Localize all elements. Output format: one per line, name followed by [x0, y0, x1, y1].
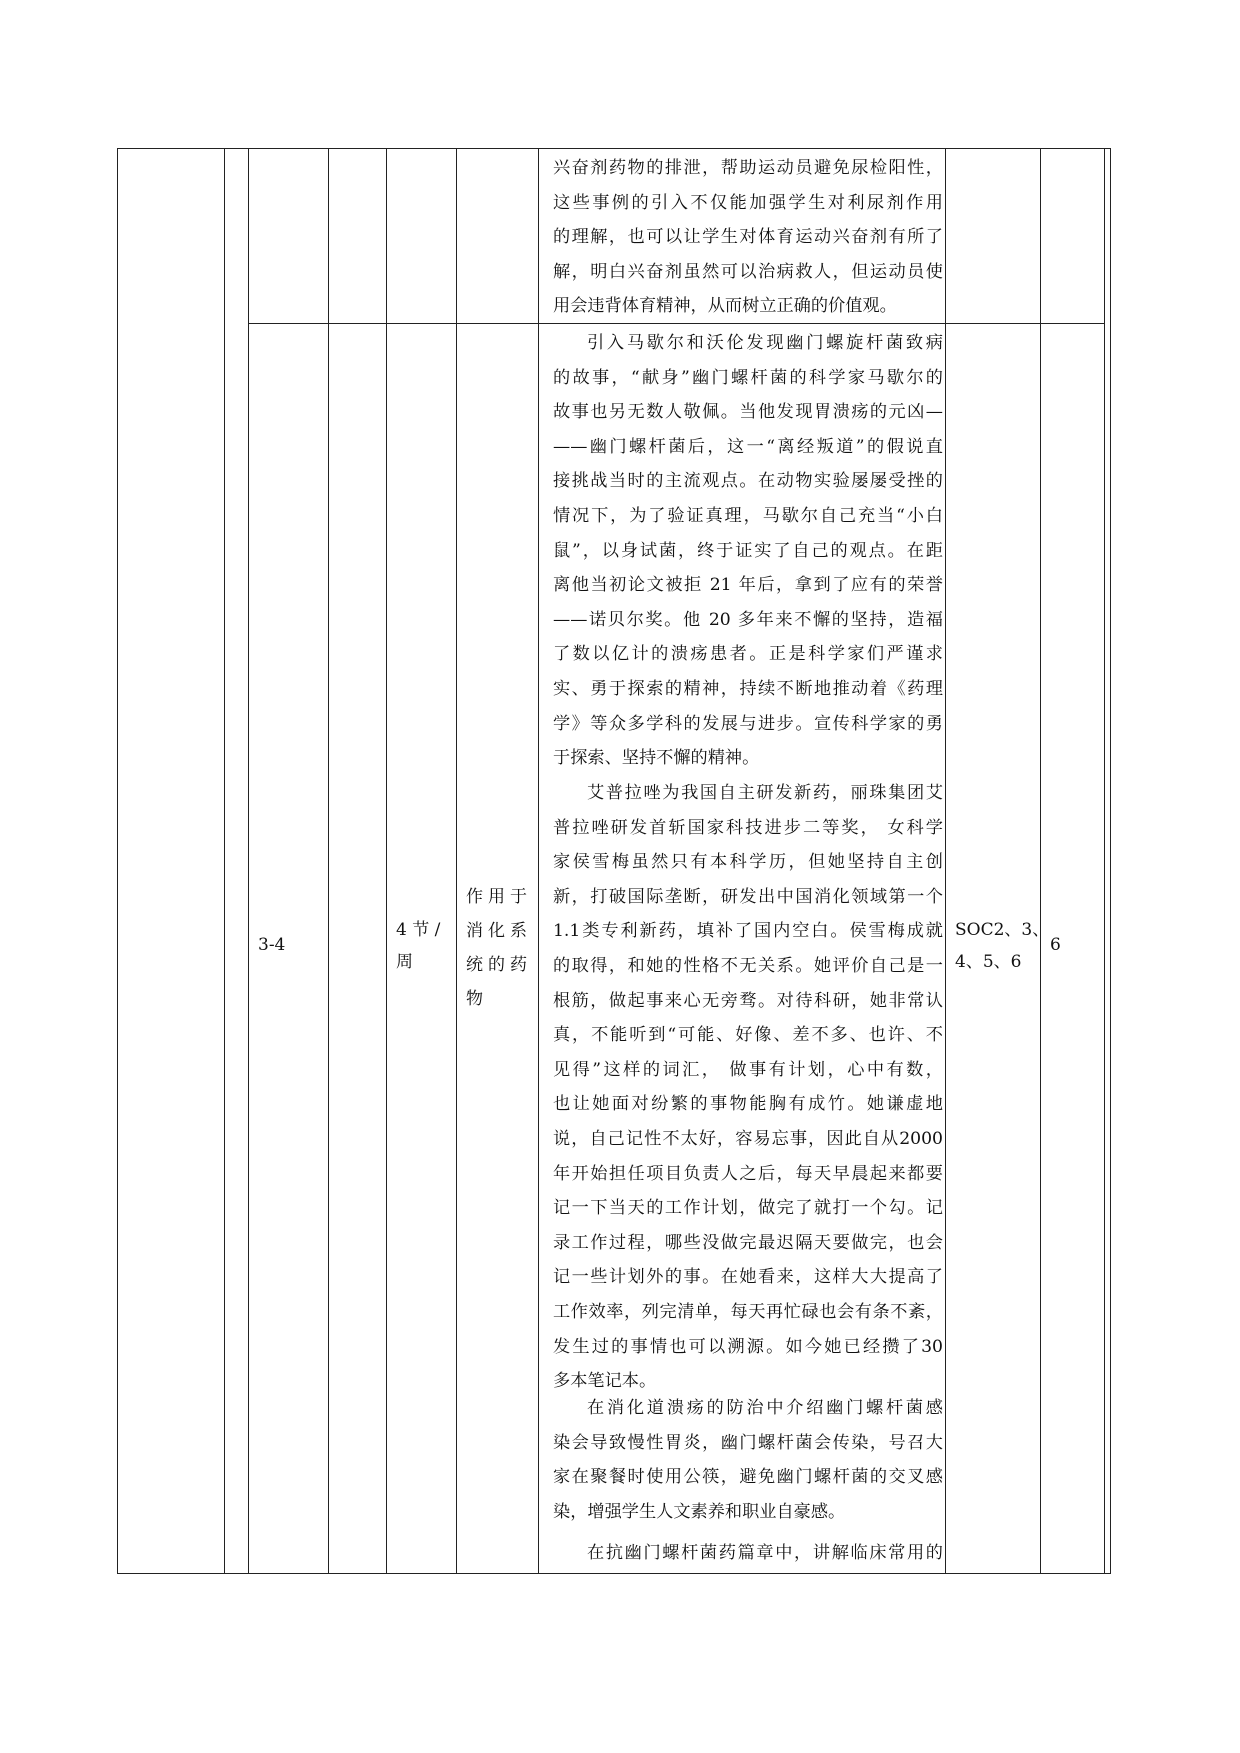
text-line: 在抗幽门螺杆菌药篇章中，讲解临床常用的 — [587, 1543, 943, 1563]
text-line: 引入马歇尔和沃伦发现幽门螺旋杆菌致病 — [587, 333, 943, 353]
top-row-content — [553, 151, 943, 324]
text-line: 真，不能听到“可能、好像、差不多、也许、不 — [553, 1025, 943, 1046]
col-border-0 — [117, 148, 118, 1574]
text-line: 记一下当天的工作计划，做完了就打一个勾。记 — [553, 1198, 943, 1219]
col-border-5 — [456, 148, 457, 1574]
text-line: 新，打破国际垄断，研发出中国消化领域第一个 — [553, 886, 943, 907]
content-paragraph-ilaprazole — [553, 776, 943, 1399]
text-line: 兴奋剂药物的排泄，帮助运动员避免尿检阳性， — [553, 158, 943, 178]
text-line: 说，自己记性不太好，容易忘事，因此自从2000 — [553, 1128, 943, 1149]
objectives-cell-line1: SOC2、3、 — [955, 920, 1050, 940]
text-line: 家在聚餐时使用公筷，避免幽门螺杆菌的交叉感 — [553, 1467, 943, 1488]
text-line: 的取得，和她的性格不无关系。她评价自己是一 — [553, 955, 943, 976]
text-line: 情况下，为了验证真理，马歇尔自己充当“小白 — [553, 505, 943, 526]
text-line: 学》等众多学科的发展与进步。宣传科学家的勇 — [553, 713, 943, 734]
text-line: 多本笔记本。 — [553, 1371, 657, 1392]
col-border-7 — [945, 148, 946, 1574]
text-line: 录工作过程，哪些没做完最迟隔天要做完，也会 — [553, 1232, 943, 1253]
text-line: 普拉唑研发首斩国家科技进步二等奖， 女科学 — [553, 817, 943, 838]
text-line: 了数以亿计的溃疡患者。正是科学家们严谨求 — [553, 644, 943, 665]
text-line: 解，明白兴奋剂虽然可以治病救人，但运动员使 — [553, 261, 943, 282]
text-line: 鼠”，以身试菌，终于证实了自己的观点。在距 — [553, 540, 943, 561]
topic-cell-line1: 作用于 — [466, 887, 532, 907]
text-line: 也让她面对纷繁的事物能胸有成竹。她谦虚地 — [553, 1094, 943, 1115]
text-line: 的理解，也可以让学生对体育运动兴奋剂有所了 — [553, 227, 943, 248]
text-line: 1.1类专利新药，填补了国内空白。侯雪梅成就 — [553, 921, 943, 942]
text-line: 工作效率，列完清单，每天再忙碌也会有条不紊， — [553, 1301, 943, 1322]
hours-cell-line2: 周 — [396, 952, 413, 972]
text-line: ——幽门螺杆菌后，这一“离经叛道”的假说直 — [553, 436, 943, 457]
text-line: 用会违背体育精神，从而树立正确的价值观。 — [553, 296, 897, 317]
text-line: 于探索、坚持不懈的精神。 — [553, 748, 760, 769]
text-line: 见得”这样的词汇， 做事有计划，心中有数， — [553, 1059, 943, 1080]
text-line: 家侯雪梅虽然只有本科学历，但她坚持自主创 — [553, 852, 943, 873]
topic-cell-line4: 物 — [466, 989, 483, 1009]
text-line: ——诺贝尔奖。他 20 多年来不懈的坚持，造福 — [553, 609, 943, 630]
col-border-9 — [1104, 148, 1105, 1574]
text-line: 接挑战当时的主流观点。在动物实验屡屡受挫的 — [553, 471, 943, 492]
content-paragraph-marshall — [553, 326, 943, 776]
hours-cell-line1: 4 节 / — [396, 920, 441, 940]
col-border-6 — [538, 148, 539, 1574]
col-border-3 — [328, 148, 329, 1574]
week-cell: 3-4 — [258, 935, 286, 955]
table-top-border — [117, 148, 1111, 149]
col-border-4 — [386, 148, 387, 1574]
topic-cell-line2: 消化系 — [466, 921, 532, 941]
content-paragraph-h-pylori — [553, 1391, 943, 1529]
topic-cell-line3: 统的药 — [466, 955, 532, 975]
objectives-cell-line2: 4、5、6 — [955, 952, 1022, 972]
content-paragraph-anti-h-pylori — [553, 1536, 943, 1571]
text-line: 年开始担任项目负责人之后，每天早晨起来都要 — [553, 1163, 943, 1184]
text-line: 记一些计划外的事。在她看来，这样大大提高了 — [553, 1267, 943, 1288]
text-line: 艾普拉唑为我国自主研发新药，丽珠集团艾 — [587, 783, 943, 803]
score-cell: 6 — [1050, 935, 1061, 955]
text-line: 在消化道溃疡的防治中介绍幽门螺杆菌感 — [587, 1398, 943, 1418]
text-line: 实、勇于探索的精神，持续不断地推动着《药理 — [553, 678, 943, 699]
col-border-2 — [248, 148, 249, 1574]
col-border-1 — [224, 148, 225, 1574]
text-line: 故事也另无数人敬佩。当他发现胃溃疡的元凶— — [553, 402, 943, 423]
text-line: 染会导致慢性胃炎，幽门螺杆菌会传染，号召大 — [553, 1432, 943, 1453]
text-line: 离他当初论文被拒 21 年后，拿到了应有的荣誉 — [553, 575, 943, 596]
text-line: 这些事例的引入不仅能加强学生对利尿剂作用 — [553, 192, 943, 213]
text-line: 的故事，“献身”幽门螺杆菌的科学家马歇尔的 — [553, 367, 943, 388]
col-border-10 — [1110, 148, 1111, 1574]
table-bottom-border — [117, 1573, 1111, 1574]
text-line: 根筋，做起事来心无旁骛。对待科研，她非常认 — [553, 990, 943, 1011]
text-line: 发生过的事情也可以溯源。如今她已经攒了30 — [553, 1336, 943, 1357]
col-border-8 — [1040, 148, 1041, 1574]
text-line: 染，增强学生人文素养和职业自豪感。 — [553, 1501, 846, 1522]
